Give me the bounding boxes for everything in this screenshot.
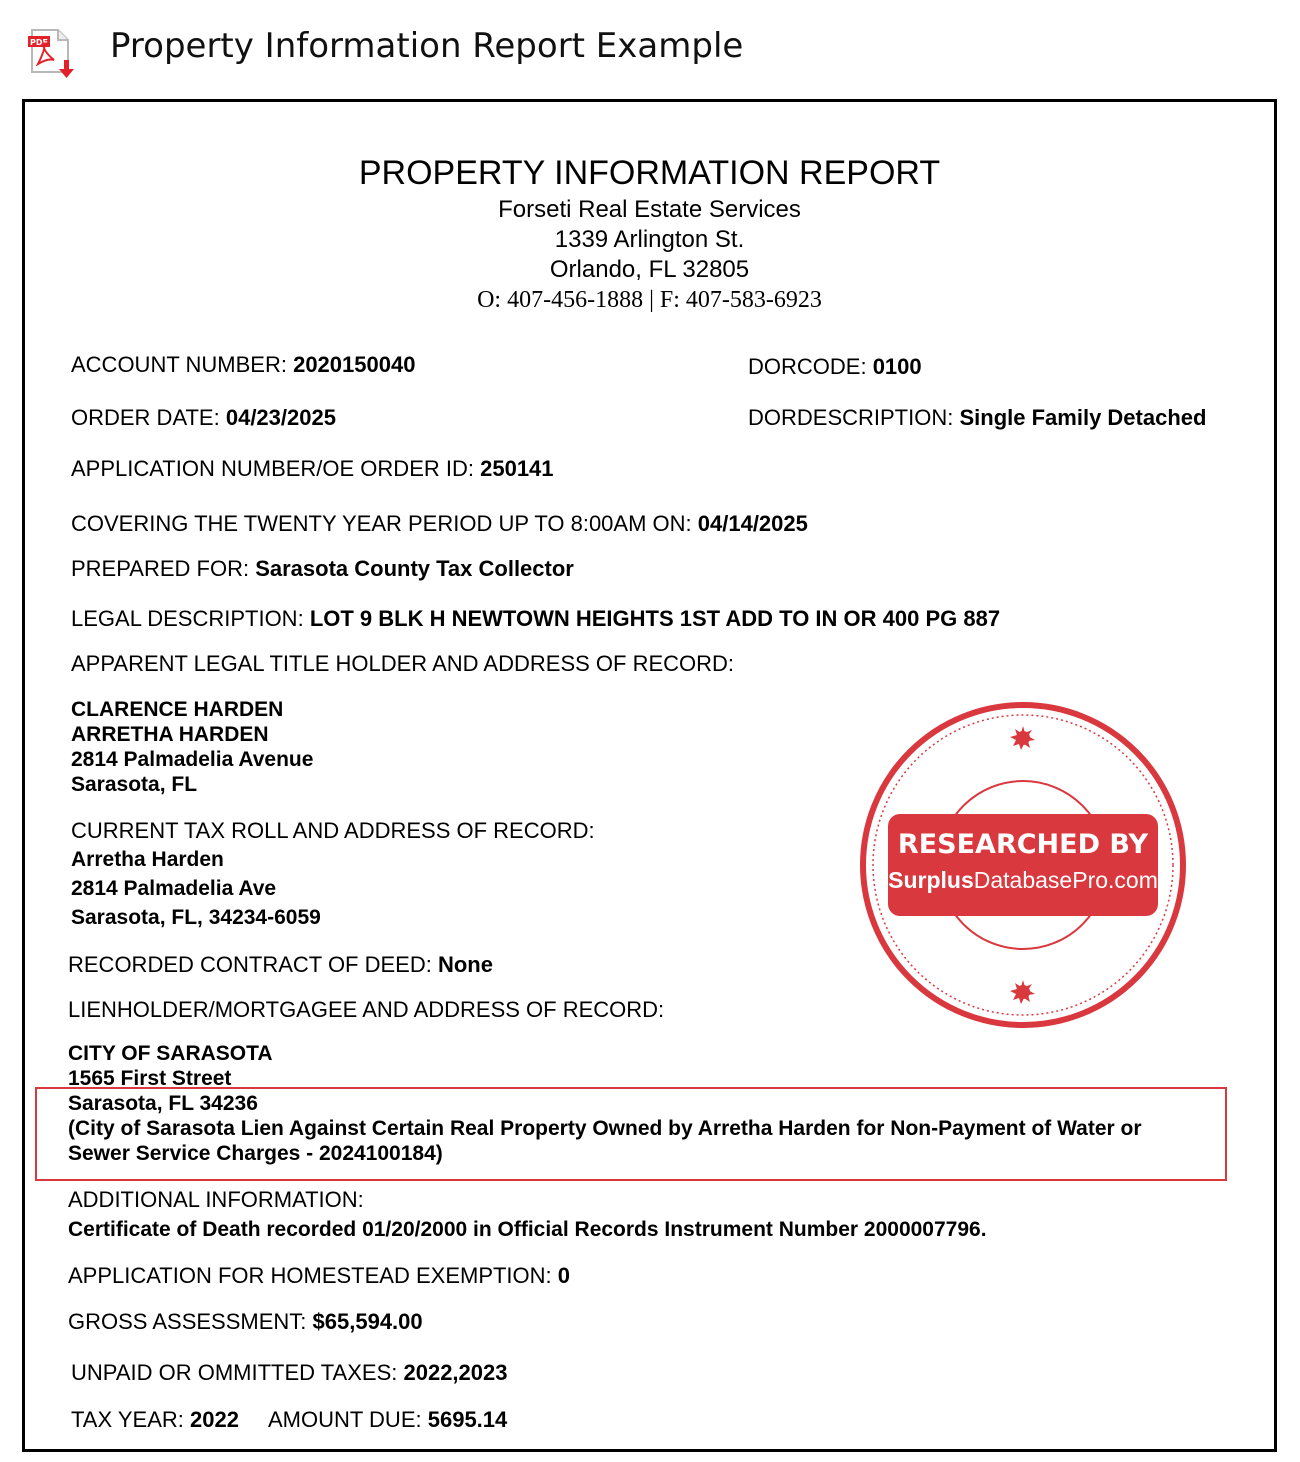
- additional-info-heading: ADDITIONAL INFORMATION:: [68, 1187, 364, 1212]
- tax-year-row: [71, 1407, 507, 1433]
- stamp-line1: RESEARCHED BY: [897, 829, 1149, 860]
- title-holder-line: Sarasota, FL: [71, 773, 198, 796]
- legal-description-label: LEGAL DESCRIPTION:: [71, 606, 304, 631]
- homestead-value: 0: [557, 1263, 571, 1288]
- legal-description-value: LOT 9 BLK H NEWTOWN HEIGHTS 1ST ADD TO IN OR 400 PG 887: [309, 606, 1001, 631]
- application-number-value: 250141: [480, 456, 554, 481]
- dorcode-label: DORCODE:: [748, 354, 867, 379]
- recorded-contract-label: RECORDED CONTRACT OF DEED:: [68, 952, 432, 977]
- company-city: Orlando, FL 32805: [549, 256, 750, 283]
- gross-assessment-label: GROSS ASSESSMENT:: [68, 1309, 307, 1334]
- company-name: Forseti Real Estate Services: [498, 196, 801, 223]
- legal-description-row: [71, 606, 1000, 632]
- researched-by-seal-icon: [858, 700, 1188, 1030]
- company-phones: O: 407-456-1888 | F: 407-583-6923: [477, 287, 822, 313]
- file-header: [24, 24, 80, 80]
- lienholder-line: Sarasota, FL 34236: [68, 1092, 258, 1115]
- report-document: [22, 99, 1277, 1452]
- stamp-brand: [888, 867, 1158, 893]
- homestead-row: [68, 1263, 570, 1289]
- amount-due-label: AMOUNT DUE:: [268, 1407, 422, 1432]
- recorded-contract-value: None: [437, 952, 493, 977]
- tax-roll-line: Arretha Harden: [71, 848, 224, 871]
- covering-period-row: [71, 511, 808, 537]
- additional-info-text: Certificate of Death recorded 01/20/2000 in Official Records Instrument Number 2000007796.: [68, 1218, 987, 1241]
- dordescription-row: [748, 405, 1206, 431]
- unpaid-taxes-label: UNPAID OR OMMITTED TAXES:: [71, 1360, 398, 1385]
- lienholder-line: (City of Sarasota Lien Against Certain Real Property Owned by Arretha Harden for Non-Payment of Water or: [68, 1117, 1142, 1140]
- gross-assessment-row: [68, 1309, 423, 1335]
- stamp-brand-a: Surplus: [888, 867, 974, 893]
- tax-roll-line: 2814 Palmadelia Ave: [71, 877, 277, 900]
- tax-year-value: 2022: [190, 1407, 239, 1432]
- company-street: 1339 Arlington St.: [554, 226, 745, 253]
- unpaid-taxes-row: [71, 1360, 507, 1386]
- order-date-value: 04/23/2025: [225, 405, 336, 430]
- title-holder-heading: APPARENT LEGAL TITLE HOLDER AND ADDRESS OF RECORD:: [71, 651, 735, 676]
- order-date-label: ORDER DATE:: [71, 405, 220, 430]
- application-number-row: [71, 456, 554, 482]
- tax-roll-line: Sarasota, FL, 34234-6059: [71, 906, 321, 929]
- dorcode-value: 0100: [872, 354, 922, 379]
- stamp-brand-b: DatabasePro: [973, 867, 1109, 893]
- account-number-label: ACCOUNT NUMBER:: [71, 352, 287, 377]
- lienholder-line: 1565 First Street: [68, 1067, 232, 1090]
- tax-year-label: TAX YEAR:: [71, 1407, 184, 1432]
- covering-period-value: 04/14/2025: [697, 511, 808, 536]
- dordescription-label: DORDESCRIPTION:: [748, 405, 954, 430]
- order-date-row: [71, 405, 336, 431]
- page-title: Property Information Report Example: [110, 26, 744, 66]
- recorded-contract-row: [68, 952, 493, 978]
- account-number-value: 2020150040: [293, 352, 416, 377]
- gross-assessment-value: $65,594.00: [312, 1309, 423, 1334]
- prepared-for-row: [71, 556, 574, 582]
- title-holder-line: ARRETHA HARDEN: [71, 723, 269, 746]
- pdf-download-icon[interactable]: [24, 24, 80, 80]
- account-number-row: [71, 352, 415, 378]
- amount-due-value: 5695.14: [427, 1407, 508, 1432]
- stamp-brand-c: .com: [1108, 867, 1158, 893]
- lienholder-line: CITY OF SARASOTA: [68, 1042, 273, 1065]
- lienholder-line: Sewer Service Charges - 2024100184): [68, 1142, 443, 1165]
- prepared-for-value: Sarasota County Tax Collector: [255, 556, 574, 581]
- tax-roll-heading: CURRENT TAX ROLL AND ADDRESS OF RECORD:: [71, 818, 595, 843]
- report-title: PROPERTY INFORMATION REPORT: [358, 154, 941, 192]
- unpaid-taxes-value: 2022,2023: [403, 1360, 508, 1385]
- dorcode-row: [748, 354, 922, 380]
- title-holder-line: CLARENCE HARDEN: [71, 698, 284, 721]
- svg-text:PDF: PDF: [30, 38, 48, 47]
- lien-highlight-box: [35, 1087, 1227, 1181]
- title-holder-line: 2814 Palmadelia Avenue: [71, 748, 314, 771]
- application-number-label: APPLICATION NUMBER/OE ORDER ID:: [71, 456, 474, 481]
- dordescription-value: Single Family Detached: [959, 405, 1207, 430]
- homestead-label: APPLICATION FOR HOMESTEAD EXEMPTION:: [68, 1263, 552, 1288]
- lienholder-heading: LIENHOLDER/MORTGAGEE AND ADDRESS OF RECORD:: [68, 997, 665, 1022]
- covering-period-label: COVERING THE TWENTY YEAR PERIOD UP TO 8:00AM ON:: [71, 511, 692, 536]
- prepared-for-label: PREPARED FOR:: [71, 556, 250, 581]
